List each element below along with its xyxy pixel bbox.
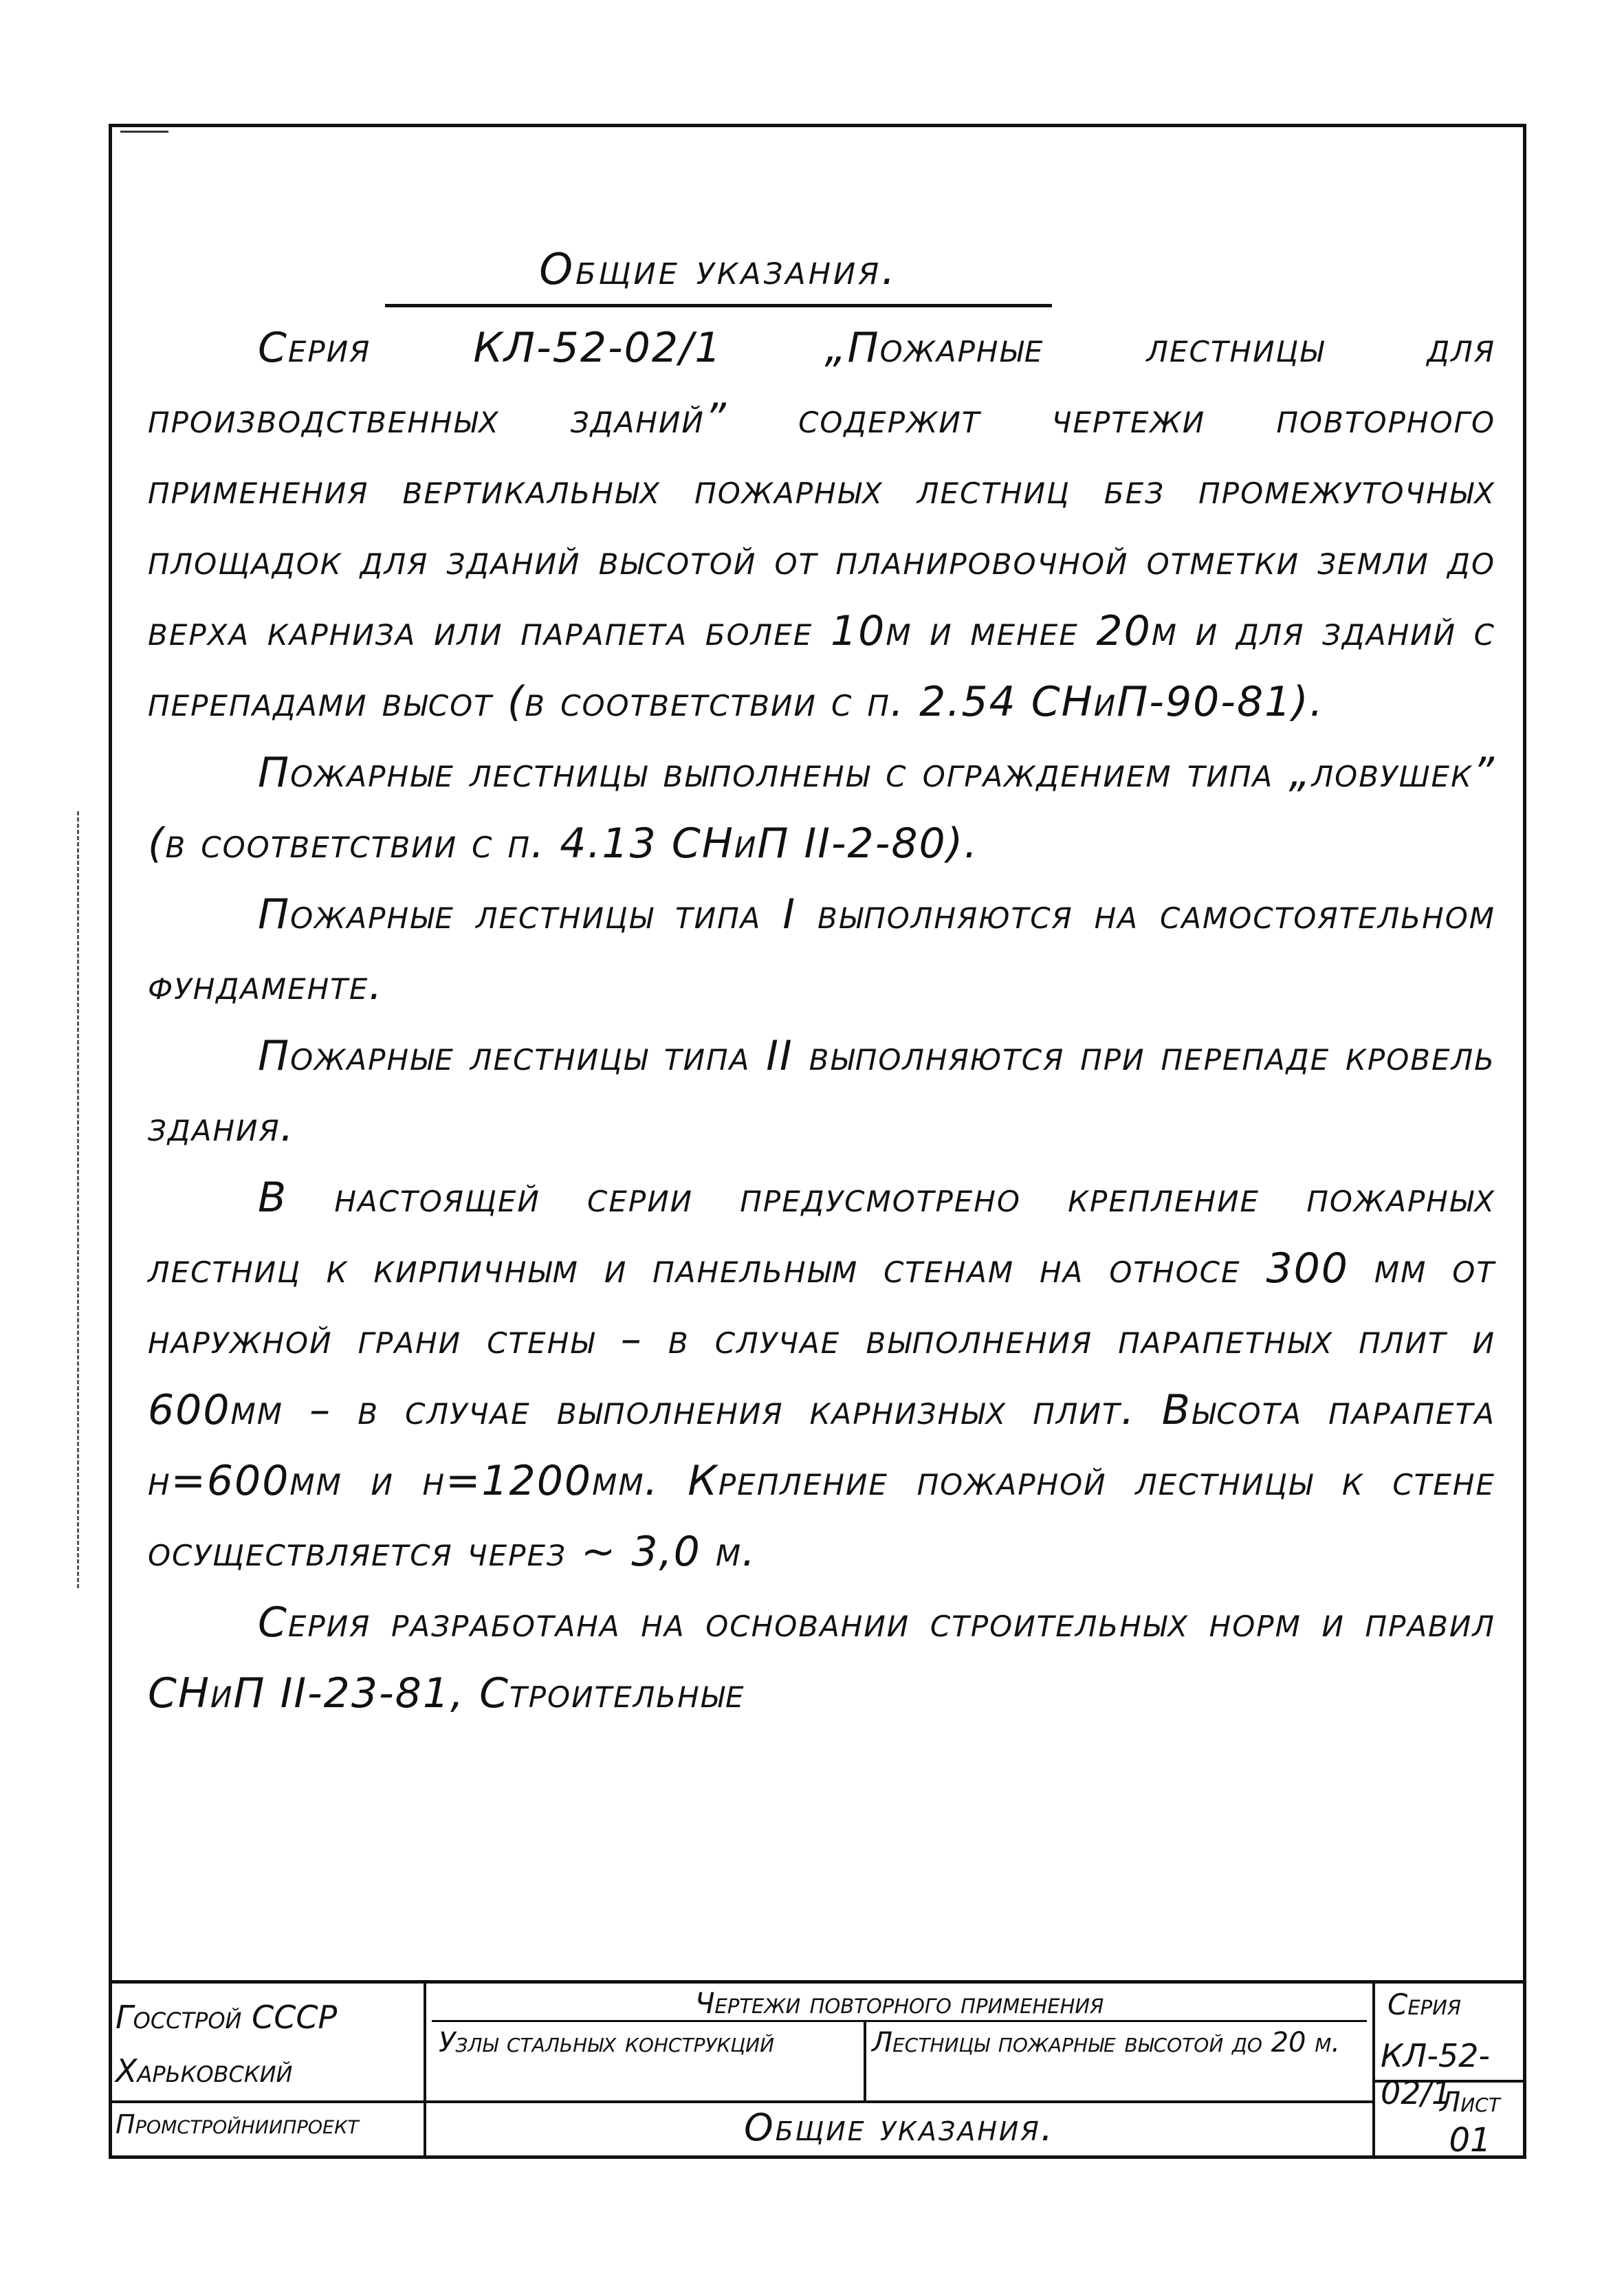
corner-mark [120, 131, 168, 138]
paragraph-1: Серия КЛ-52-02/1 „Пожарные лестницы для производственных зданий” содержит чертежи повторного применения вертикальных пожарных лестниц без промежуточных площадок для зданий высотой от планировочной отметки земли до верха карниза или парапета более 10м и менее 20м и для зданий с перепадами высот (в соответствии с п. 2.54 СНиП-90-81). [148, 324, 1495, 726]
paragraph-2: Пожарные лестницы выполнены с ограждением типа „ловушек” (в соответствии с п. 4.13 СНиП II-2-80). [148, 749, 1495, 868]
paragraph-6: Серия разработана на основании строительных норм и правил СНиП II-23-81, Строительные [148, 1599, 1495, 1717]
drawing-category: Чертежи повторного применения [432, 1986, 1367, 2022]
section-ladders: Лестницы пожарные высотой до 20 м. [872, 2027, 1341, 2058]
organization-name [116, 1990, 418, 2151]
paragraph-3: Пожарные лестницы типа I выполняются на самостоятельном фундаменте. [148, 890, 1495, 1009]
org-line-3: Промстройниипроект [116, 2109, 359, 2140]
sheet-label: Лист [1440, 2087, 1500, 2118]
title-block-divider [1372, 1984, 1375, 2159]
document-body [148, 313, 1495, 1729]
title-block-divider [424, 1984, 426, 2159]
section-nodes: Узлы стальных конструкций [439, 2027, 775, 2058]
series-label: Серия [1387, 1988, 1461, 2021]
paragraph-5: В настоящей серии предусмотрено крепление пожарных лестниц к кирпичным и панельным стенам на относе 300 мм от наружной грани стены – в случае выполнения парапетных плит и 600мм – в случае выполнения карнизных плит. Высота парапета h=600мм и h=1200мм. Крепление пожарной лестницы к стене осуществляется через ~ 3,0 м. [148, 1174, 1495, 1576]
title-block-divider [424, 2100, 1372, 2103]
sheet-number: 01 [1449, 2121, 1491, 2160]
series-code: КЛ-52-02/1 [1381, 2037, 1490, 2111]
document-title: Общие указания. [385, 244, 1052, 307]
stamp-document-title: Общие указания. [744, 2106, 1055, 2149]
org-line-1: Госстрой СССР [116, 1999, 338, 2036]
org-line-2: Харьковский [116, 2052, 293, 2089]
title-block-divider [864, 2022, 866, 2101]
margin-stamp-mark [77, 811, 93, 1588]
paragraph-4: Пожарные лестницы типа II выполняются при перепаде кровель здания. [148, 1032, 1495, 1151]
title-block [109, 1980, 1526, 2159]
